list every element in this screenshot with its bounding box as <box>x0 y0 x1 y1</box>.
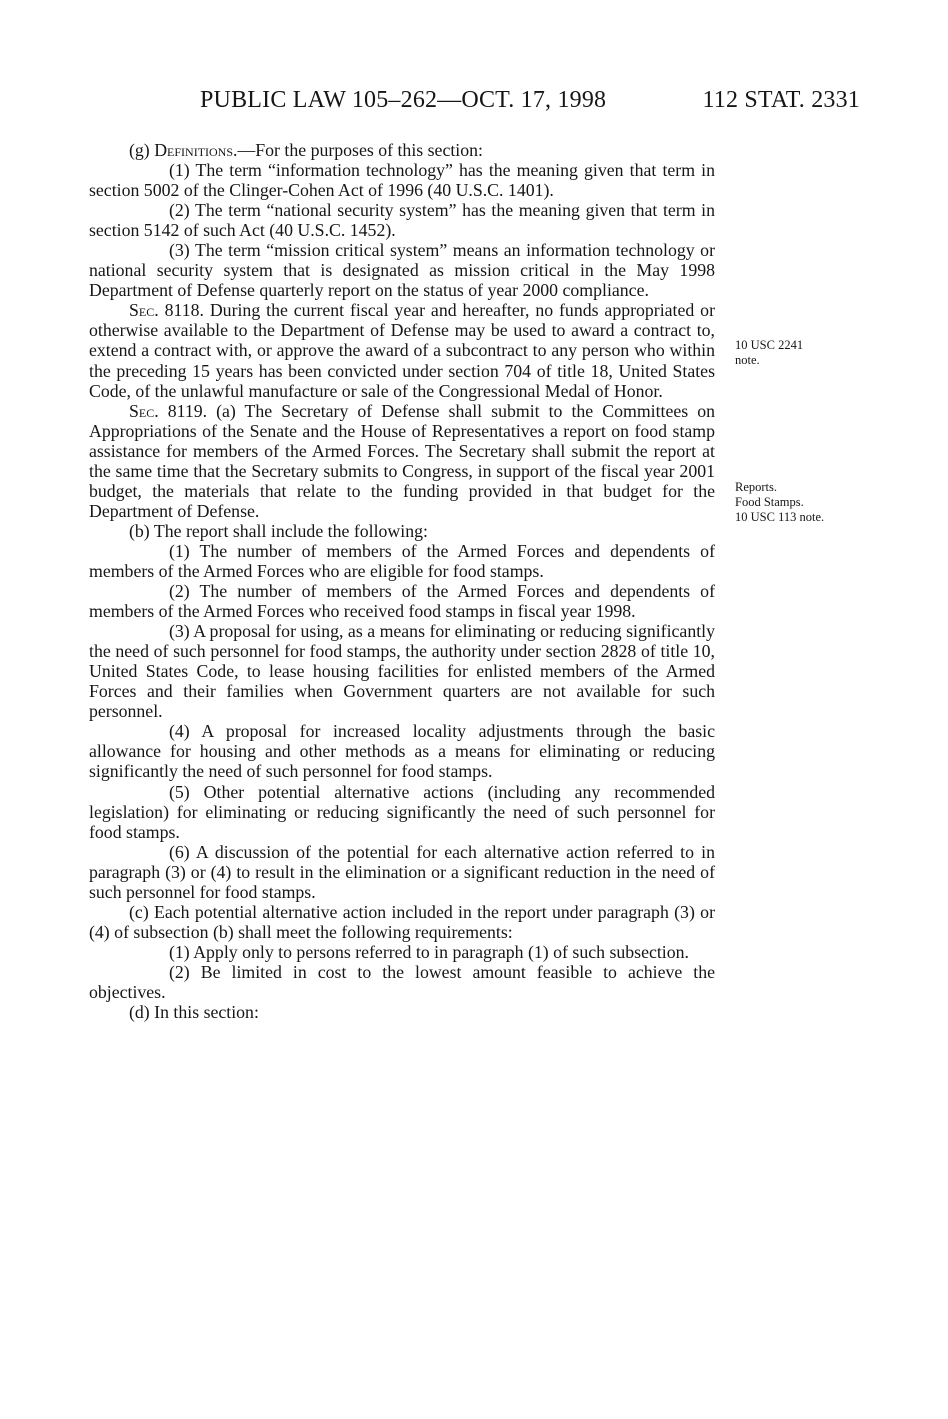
section-8118-paragraph: Sec. 8118. During the current fiscal year and hereafter, no funds appropriated or otherwise available to the Department of Defense may be used to award a contract to, extend a contract with, or approve the award of a subcontract to any person who within the preceding 15 years has been convicted under section 704 of title 18, United States Code, of the unlawful manufacture or sale of the Congressional Medal of Honor. <box>89 300 715 401</box>
subsection-b-item-1: (1) The number of members of the Armed Forces and dependents of members of the Armed Forces who are eligible for food stamps. <box>89 540 715 581</box>
margin-note-usc-2241 <box>735 338 865 368</box>
subsection-c-item-2: (2) Be limited in cost to the lowest amount feasible to achieve the objectives. <box>89 961 715 1002</box>
statute-body <box>89 140 715 1022</box>
subsection-b-item-4: (4) A proposal for increased locality adjustments through the basic allowance for housing and other methods as a means for eliminating or reducing significantly the need of such personnel for food stamps. <box>89 721 715 782</box>
running-head-title: PUBLIC LAW 105–262—OCT. 17, 1998 <box>200 87 607 113</box>
margin-note-reports <box>735 480 865 525</box>
section-label: Sec <box>129 300 155 321</box>
definition-mission-critical-system: (3) The term “mission critical system” means an information technology or national security system that is designated as mission critical in the May 1998 Department of Defense quarterly report on the status of year 2000 compliance. <box>89 240 715 301</box>
subsection-b-item-3: (3) A proposal for using, as a means for eliminating or reducing significantly the need of such personnel for food stamps, the authority under section 2828 of title 10, United States Code, to lease housing facilities for enlisted members of the Armed Forces and their families when Government quarters are not available for such personnel. <box>89 621 715 722</box>
margin-note-line: Reports. <box>735 480 778 494</box>
margin-note-line: Food Stamps. <box>735 495 804 509</box>
definition-information-technology: (1) The term “information technology” has the meaning given that term in section 5002 of the Clinger-Cohen Act of 1996 (40 U.S.C. 1401). <box>89 160 715 201</box>
definition-national-security-system: (2) The term “national security system” has the meaning given that term in section 5142 of such Act (40 U.S.C. 1452). <box>89 200 715 241</box>
subsection-c-item-1: (1) Apply only to persons referred to in paragraph (1) of such subsection. <box>169 941 689 962</box>
statute-page-number: 112 STAT. 2331 <box>702 87 860 113</box>
subsection-b-intro: (b) The report shall include the following: <box>129 520 428 541</box>
subsection-b-item-6: (6) A discussion of the potential for each alternative action referred to in paragraph (3) or (4) to result in the elimination or a significant reduction in the need of such personnel for food stamps. <box>89 841 715 902</box>
definitions-heading: Definitions <box>154 140 234 160</box>
section-8119-paragraph: Sec. 8119. (a) The Secretary of Defense shall submit to the Committees on Appropriations of the Senate and the House of Representatives a report on food stamp assistance for members of the Armed Forces. The Secretary shall submit the report at the same time that the Secretary submits to Congress, in support of the fiscal year 2001 budget, the materials that relate to the funding provided in that budget for the Department of Defense. <box>89 400 715 521</box>
definitions-heading-paragraph: (g) Definitions.—For the purposes of this section: <box>129 140 483 160</box>
subsection-b-item-2: (2) The number of members of the Armed Forces and dependents of members of the Armed Forces who received food stamps in fiscal year 1998. <box>89 581 715 622</box>
subsection-d-intro: (d) In this section: <box>129 1002 259 1023</box>
margin-note-line: 10 USC 2241 <box>735 338 804 352</box>
subsection-b-item-5: (5) Other potential alternative actions (including any recommended legislation) for eliminating or reducing significantly the need of such personnel for food stamps. <box>89 781 715 842</box>
margin-note-line: note. <box>735 353 760 367</box>
section-label: Sec <box>129 400 155 421</box>
page-header <box>200 82 860 118</box>
subsection-c-intro: (c) Each potential alternative action included in the report under paragraph (3) or (4) of subsection (b) shall meet the following requirements: <box>89 901 715 942</box>
margin-note-line: 10 USC 113 note. <box>735 510 825 524</box>
